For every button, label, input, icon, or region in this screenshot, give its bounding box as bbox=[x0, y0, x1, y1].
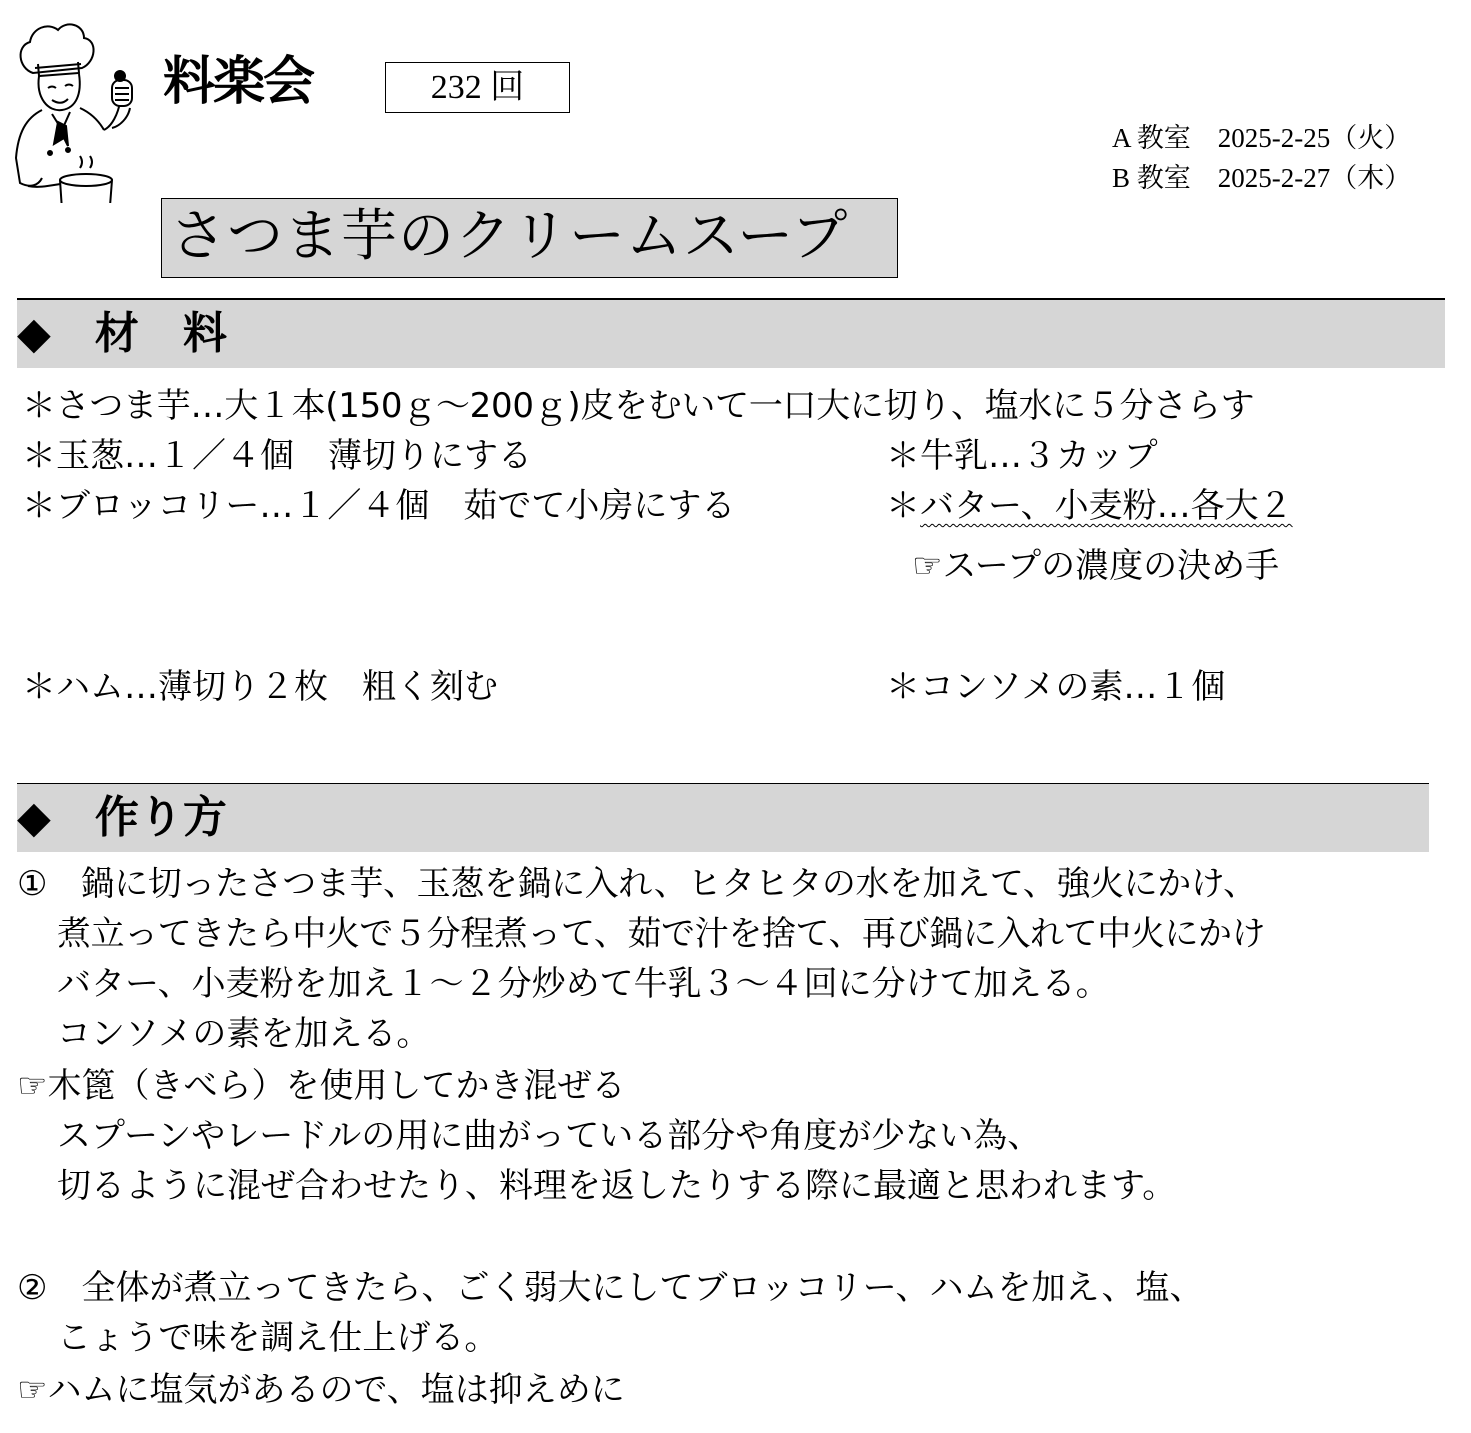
ingredients-heading: ◆ 材 料 bbox=[17, 300, 1445, 368]
ingredient-butter-flour bbox=[886, 484, 1293, 528]
method-line: 切るように混ぜ合わせたり、料理を返したりする際に最適と思われます。 bbox=[57, 1166, 1177, 1206]
schedule-b bbox=[1112, 158, 1411, 198]
recipe-title: さつま芋のクリームスープ bbox=[161, 198, 898, 278]
method-line: コンソメの素を加える。 bbox=[57, 1014, 431, 1054]
method-line: バター、小麦粉を加え１～２分炒めて牛乳３～４回に分けて加える。 bbox=[57, 964, 1110, 1004]
bullet: ＊ bbox=[886, 486, 920, 526]
schedule-date: 2025-2-27（木） bbox=[1217, 163, 1412, 193]
schedule-room: B 教室 bbox=[1112, 163, 1191, 193]
method-tip: ☞ハムに塩気があるので、塩は抑えめに bbox=[17, 1370, 625, 1410]
butter-flour-text: バター、小麦粉…各大２ bbox=[920, 486, 1293, 526]
ingredient-milk: ＊牛乳…３カップ bbox=[886, 436, 1158, 476]
method-heading: ◆ 作り方 bbox=[17, 784, 1429, 852]
method-line: スプーンやレードルの用に曲がっている部分や角度が少ない為、 bbox=[57, 1116, 1042, 1156]
method-line: 煮立ってきたら中火で５分程煮って、茹で汁を捨て、再び鍋に入れて中火にかけ bbox=[57, 914, 1266, 954]
ingredient-ham: ＊ハム…薄切り２枚 粗く刻む bbox=[22, 667, 498, 707]
chef-illustration-icon bbox=[8, 18, 138, 203]
butter-note: ☞スープの濃度の決め手 bbox=[912, 546, 1280, 586]
session-number-box: 232 回 bbox=[385, 62, 570, 113]
ingredient-sweet-potato: ＊さつま芋…大１本(150ｇ～200ｇ)皮をむいて一口大に切り、塩水に５分さらす bbox=[22, 386, 1255, 426]
method-step-1: ① 鍋に切ったさつま芋、玉葱を鍋に入れ、ヒタヒタの水を加えて、強火にかけ、 bbox=[17, 864, 1257, 904]
ingredient-onion: ＊玉葱…１／４個 薄切りにする bbox=[22, 436, 532, 476]
schedule-a bbox=[1112, 118, 1411, 158]
method-step-2: ② 全体が煮立ってきたら、ごく弱大にしてブロッコリー、ハムを加え、塩、 bbox=[17, 1268, 1204, 1308]
ingredient-broccoli: ＊ブロッコリー…１／４個 茹でて小房にする bbox=[22, 486, 736, 526]
method-tip: ☞木篦（きべら）を使用してかき混ぜる bbox=[17, 1066, 626, 1106]
method-line: こょうで味を調え仕上げる。 bbox=[57, 1318, 499, 1358]
schedule-date: 2025-2-25（火） bbox=[1217, 123, 1412, 153]
schedule-room: A 教室 bbox=[1112, 123, 1191, 153]
org-name: 料楽会 bbox=[163, 52, 314, 112]
ingredient-consomme: ＊コンソメの素…１個 bbox=[886, 667, 1226, 707]
